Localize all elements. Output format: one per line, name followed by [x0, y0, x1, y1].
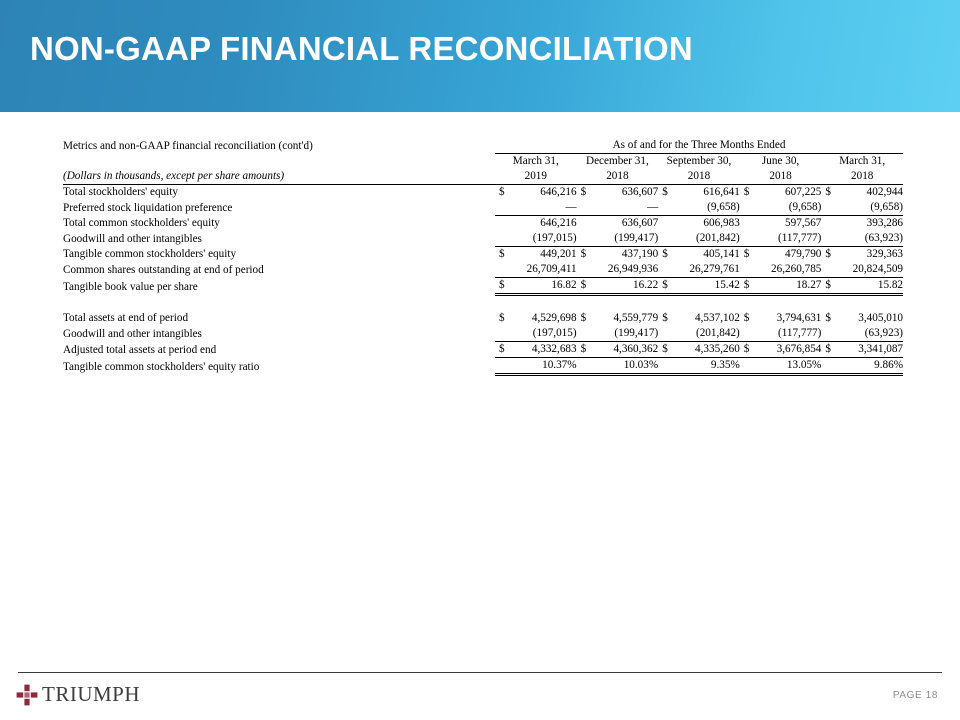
- cell-value: [740, 326, 822, 342]
- currency-symbol: $: [825, 343, 831, 355]
- cell-value: [658, 326, 740, 342]
- cell-value: [740, 358, 822, 375]
- currency-symbol: $: [825, 248, 831, 260]
- cell-value: [821, 216, 903, 232]
- cell-figure: 16.82: [551, 279, 577, 291]
- cell-figure: 26,260,785: [771, 263, 822, 275]
- units-note: (Dollars in thousands, except per share amounts): [63, 169, 495, 185]
- column-header-month-3: September 30,: [666, 155, 732, 167]
- triumph-cross-icon: [16, 684, 38, 706]
- cell-value: [577, 231, 659, 247]
- cell-figure: 607,225: [785, 186, 822, 198]
- cell-value: [658, 342, 740, 358]
- cell-figure: 18.27: [796, 279, 822, 291]
- cell-value: [821, 342, 903, 358]
- cell-value: [821, 311, 903, 326]
- column-header-month-5: March 31,: [839, 155, 886, 167]
- cell-value: [577, 200, 659, 216]
- cell-value: [658, 358, 740, 375]
- cell-figure: (197,015): [532, 232, 577, 244]
- page-title: NON-GAAP FINANCIAL RECONCILIATION: [30, 30, 693, 67]
- cell-value: [821, 185, 903, 201]
- cell-value: [740, 200, 822, 216]
- column-header-month-row: [63, 154, 903, 170]
- cell-figure: 393,286: [866, 217, 904, 229]
- cell-value: [495, 342, 577, 358]
- currency-symbol: $: [825, 186, 831, 198]
- currency-symbol: $: [825, 279, 831, 291]
- cell-figure: (199,417): [614, 327, 659, 339]
- cell-value: [740, 311, 822, 326]
- cell-value: [740, 278, 822, 295]
- cell-figure: 4,332,683: [531, 343, 577, 355]
- currency-symbol: $: [825, 312, 831, 324]
- currency-symbol: $: [499, 279, 505, 291]
- cell-figure: —: [647, 201, 659, 213]
- currency-symbol: $: [662, 343, 668, 355]
- cell-figure: 26,709,411: [526, 263, 577, 275]
- cell-value: [577, 278, 659, 295]
- cell-figure: (9,658): [870, 201, 904, 213]
- cell-value: [658, 311, 740, 326]
- empty-cell: [495, 295, 577, 312]
- cell-value: [658, 231, 740, 247]
- row-label: Adjusted total assets at period end: [63, 343, 217, 356]
- table-row: [63, 247, 903, 263]
- cell-figure: (201,842): [695, 327, 740, 339]
- slide-header-banner: [0, 0, 960, 112]
- currency-symbol: $: [662, 186, 668, 198]
- row-label: Goodwill and other intangibles: [63, 232, 202, 245]
- cell-figure: 402,944: [866, 186, 904, 198]
- column-header-year-row: [63, 169, 903, 185]
- empty-cell: [740, 295, 822, 312]
- cell-figure: 646,216: [540, 217, 577, 229]
- column-header-month-4: June 30,: [761, 155, 800, 167]
- cell-value: [740, 342, 822, 358]
- table-row: [63, 231, 903, 247]
- column-header-month-1: March 31,: [512, 155, 559, 167]
- table-row: [63, 216, 903, 232]
- logo-wordmark: TRIUMPH: [42, 682, 141, 706]
- cell-figure: 9.86%: [874, 359, 904, 371]
- column-header-year-5: 2018: [821, 169, 903, 185]
- cell-value: [495, 216, 577, 232]
- cell-value: [821, 358, 903, 375]
- currency-symbol: $: [743, 186, 750, 198]
- cell-value: [821, 278, 903, 295]
- currency-symbol: $: [580, 343, 587, 355]
- cell-figure: 4,360,362: [613, 343, 659, 355]
- cell-figure: 9.35%: [710, 359, 740, 371]
- table-row: [63, 311, 903, 326]
- column-header-year-1: 2019: [495, 169, 577, 185]
- cell-figure: (9,658): [707, 201, 740, 213]
- cell-value: [577, 342, 659, 358]
- cell-value: [821, 200, 903, 216]
- row-label: Tangible book value per share: [63, 280, 198, 293]
- empty-cell: [63, 154, 495, 170]
- row-label: Total stockholders' equity: [63, 186, 178, 198]
- cell-figure: 636,607: [621, 217, 659, 229]
- cell-value: [495, 326, 577, 342]
- row-label: Total assets at end of period: [63, 312, 189, 324]
- currency-symbol: $: [580, 279, 587, 291]
- cell-value: [740, 262, 822, 278]
- table-row: [63, 185, 903, 201]
- cell-figure: 3,341,087: [858, 343, 904, 355]
- row-label: Tangible common stockholders' equity: [63, 248, 237, 260]
- cell-value: [495, 200, 577, 216]
- table-row: [63, 262, 903, 278]
- cell-figure: 646,216: [540, 186, 577, 198]
- cell-figure: 3,405,010: [858, 312, 904, 324]
- table-row: [63, 200, 903, 216]
- cell-value: [577, 326, 659, 342]
- empty-cell: [577, 295, 659, 312]
- currency-symbol: $: [662, 248, 668, 260]
- cell-figure: 26,279,761: [689, 263, 740, 275]
- cell-value: [740, 231, 822, 247]
- group-header: As of and for the Three Months Ended: [495, 138, 903, 154]
- cell-value: [577, 262, 659, 278]
- section-spacer: [63, 295, 903, 312]
- cell-figure: 4,537,102: [695, 312, 740, 324]
- page-number: PAGE 18: [892, 690, 938, 701]
- cell-value: [658, 216, 740, 232]
- row-label: Goodwill and other intangibles: [63, 327, 202, 340]
- cell-value: [577, 185, 659, 201]
- empty-cell: [63, 295, 495, 312]
- cell-value: [495, 185, 577, 201]
- currency-symbol: $: [662, 279, 668, 291]
- row-label: Total common stockholders' equity: [63, 217, 220, 229]
- cell-figure: 4,529,698: [531, 312, 577, 324]
- row-label: Tangible common stockholders' equity ratio: [63, 360, 260, 373]
- column-header-month-2: December 31,: [586, 155, 649, 167]
- currency-symbol: $: [499, 343, 505, 355]
- cell-figure: 4,335,260: [695, 343, 740, 355]
- currency-symbol: $: [499, 248, 505, 260]
- cell-value: [658, 278, 740, 295]
- cell-value: [821, 262, 903, 278]
- cell-figure: 606,983: [703, 217, 740, 229]
- cell-value: [821, 247, 903, 263]
- currency-symbol: $: [743, 248, 750, 260]
- cell-value: [495, 278, 577, 295]
- currency-symbol: $: [580, 248, 587, 260]
- cell-figure: 437,190: [621, 248, 659, 260]
- cell-value: [577, 247, 659, 263]
- cell-value: [821, 231, 903, 247]
- cell-figure: (199,417): [614, 232, 659, 244]
- company-logo: [16, 682, 140, 707]
- cell-figure: 26,949,936: [607, 263, 659, 275]
- cell-value: [658, 247, 740, 263]
- cell-figure: (63,923): [864, 232, 904, 244]
- cell-figure: 15.82: [877, 279, 904, 291]
- row-label: Common shares outstanding at end of period: [63, 263, 264, 276]
- cell-value: [740, 247, 822, 263]
- currency-symbol: $: [580, 186, 587, 198]
- cell-figure: 10.37%: [542, 359, 577, 371]
- cell-figure: 636,607: [621, 186, 659, 198]
- cell-value: [658, 262, 740, 278]
- cell-figure: 3,676,854: [776, 343, 822, 355]
- cell-figure: 16.22: [633, 279, 659, 291]
- cell-value: [495, 311, 577, 326]
- cell-value: [740, 216, 822, 232]
- cell-value: [577, 358, 659, 375]
- table-row: [63, 326, 903, 342]
- cell-figure: 15.42: [714, 279, 740, 291]
- table-caption: Metrics and non-GAAP financial reconciliation (cont'd): [63, 139, 313, 152]
- footer-divider: [18, 672, 942, 673]
- cell-figure: —: [565, 201, 577, 213]
- cell-value: [658, 185, 740, 201]
- table-row: [63, 342, 903, 358]
- cell-figure: (197,015): [532, 327, 577, 339]
- cell-figure: (201,842): [695, 232, 740, 244]
- non-gaap-reconciliation-table: [63, 138, 903, 376]
- financial-table-container: [63, 138, 903, 376]
- cell-figure: 13.05%: [786, 359, 822, 371]
- cell-value: [740, 185, 822, 201]
- cell-value: [577, 311, 659, 326]
- cell-figure: 3,794,631: [776, 312, 822, 324]
- cell-value: [495, 262, 577, 278]
- empty-cell: [658, 295, 740, 312]
- cell-figure: (63,923): [864, 327, 904, 339]
- cell-figure: (9,658): [788, 201, 822, 213]
- currency-symbol: $: [499, 186, 505, 198]
- column-header-year-3: 2018: [658, 169, 740, 185]
- table-row: [63, 358, 903, 375]
- cell-value: [495, 358, 577, 375]
- cell-figure: 10.03%: [623, 359, 659, 371]
- currency-symbol: $: [499, 312, 505, 324]
- table-caption-row: [63, 138, 903, 154]
- row-label: Preferred stock liquidation preference: [63, 201, 233, 214]
- cell-figure: 20,824,509: [852, 263, 904, 275]
- cell-figure: 329,363: [866, 248, 904, 260]
- cell-figure: 405,141: [703, 248, 740, 260]
- cell-value: [495, 231, 577, 247]
- table-row: [63, 278, 903, 295]
- column-header-year-4: 2018: [740, 169, 822, 185]
- cell-figure: (117,777): [777, 327, 822, 339]
- column-header-year-2: 2018: [577, 169, 659, 185]
- cell-value: [495, 247, 577, 263]
- cell-figure: (117,777): [777, 232, 822, 244]
- currency-symbol: $: [743, 312, 750, 324]
- cell-figure: 4,559,779: [613, 312, 659, 324]
- cell-value: [577, 216, 659, 232]
- cell-figure: 449,201: [540, 248, 577, 260]
- empty-cell: [821, 295, 903, 312]
- currency-symbol: $: [580, 312, 587, 324]
- currency-symbol: $: [743, 343, 750, 355]
- cell-figure: 597,567: [785, 217, 822, 229]
- cell-figure: 616,641: [703, 186, 740, 198]
- cell-value: [821, 326, 903, 342]
- cell-figure: 479,790: [785, 248, 822, 260]
- currency-symbol: $: [743, 279, 750, 291]
- cell-value: [658, 200, 740, 216]
- currency-symbol: $: [662, 312, 668, 324]
